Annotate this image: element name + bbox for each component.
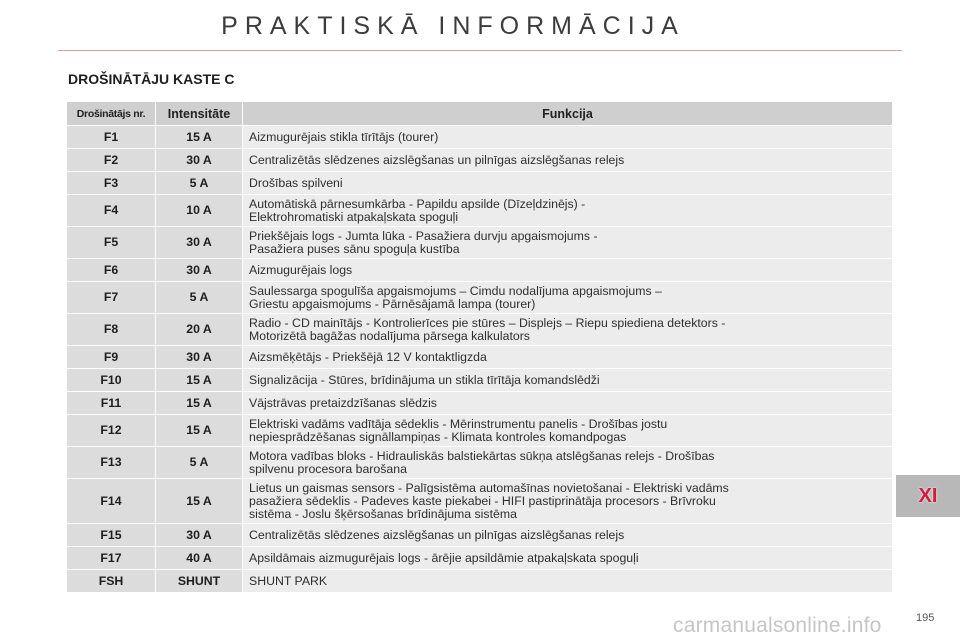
- fuse-function-line: Signalizācija - Stūres, brīdinājuma un stikla tīrītāja komandslēdži: [249, 372, 600, 387]
- fuse-function-cell: [243, 126, 893, 149]
- section-title: DROŠINĀTĀJU KASTE C: [68, 71, 235, 87]
- fuse-function-line: nepiesprādzēšanas signāllampiņas - Klimata kontroles komandpogas: [249, 429, 627, 444]
- fuse-rating-cell: 5 A: [156, 172, 243, 195]
- fuse-rating-cell: 30 A: [156, 149, 243, 172]
- fuse-table-body: [67, 126, 893, 593]
- table-header-row: [67, 102, 893, 126]
- fuse-number-cell: FSH: [67, 570, 156, 593]
- fuse-rating-cell: 30 A: [156, 259, 243, 282]
- table-row: [67, 346, 893, 369]
- fuse-function-cell: [243, 314, 893, 346]
- table-row: [67, 126, 893, 149]
- fuse-function-line: Elektrohromatiski atpakaļskata spoguļi: [249, 209, 459, 224]
- fuse-number-cell: F3: [67, 172, 156, 195]
- fuse-function-cell: [243, 227, 893, 259]
- fuse-rating-cell: 20 A: [156, 314, 243, 346]
- fuse-number-cell: F13: [67, 447, 156, 479]
- fuse-function-line: Lietus un gaismas sensors - Palīgsistēma automašīnas novietošanai - Elektriski vadāms: [249, 480, 729, 495]
- fuse-number-cell: F8: [67, 314, 156, 346]
- fuse-number-cell: F9: [67, 346, 156, 369]
- fuse-function-line: Centralizētās slēdzenes aizslēgšanas un pilnīgas aizslēgšanas relejs: [249, 527, 625, 542]
- table-row: [67, 447, 893, 479]
- fuse-function-line: sistēma - Joslu šķērsošanas brīdinājuma sistēma: [249, 506, 517, 521]
- fuse-function-cell: [243, 392, 893, 415]
- fuse-rating-cell: 15 A: [156, 392, 243, 415]
- fuse-function-line: SHUNT PARK: [249, 573, 328, 588]
- table-row: [67, 369, 893, 392]
- fuse-rating-cell: 15 A: [156, 479, 243, 524]
- fuse-function-cell: [243, 195, 893, 227]
- table-row: [67, 392, 893, 415]
- fuse-function-cell: [243, 524, 893, 547]
- fuse-number-cell: F15: [67, 524, 156, 547]
- fuse-function-cell: [243, 369, 893, 392]
- fuse-number-cell: F6: [67, 259, 156, 282]
- fuse-function-line: Pasažiera puses sānu spoguļa kustība: [249, 241, 460, 256]
- table-row: [67, 547, 893, 570]
- fuse-number-cell: F12: [67, 415, 156, 447]
- fuse-function-cell: [243, 415, 893, 447]
- column-header-rating: Intensitāte: [156, 102, 243, 126]
- fuse-rating-cell: 15 A: [156, 369, 243, 392]
- title-divider: [58, 50, 902, 51]
- column-header-number: Drošinātājs nr.: [67, 102, 156, 126]
- fuse-function-line: Aizmugurējais stikla tīrītājs (tourer): [249, 129, 439, 144]
- fuse-rating-cell: 15 A: [156, 126, 243, 149]
- column-header-function: Funkcija: [243, 102, 893, 126]
- fuse-function-line: Aizmugurējais logs: [249, 262, 353, 277]
- fuse-number-cell: F4: [67, 195, 156, 227]
- fuse-function-line: Automātiskā pārnesumkārba - Papildu apsilde (Dīzeļdzinējs) -: [249, 196, 586, 211]
- table-row: [67, 172, 893, 195]
- page-title: PRAKTISKĀ INFORMĀCIJA: [221, 12, 685, 40]
- fuse-function-line: pasažiera sēdeklis - Padeves kaste piekabei - HIFI pastiprinātāja procesors - Brīvroku: [249, 493, 716, 508]
- fuse-number-cell: F11: [67, 392, 156, 415]
- fuse-rating-cell: 40 A: [156, 547, 243, 570]
- table-row: [67, 415, 893, 447]
- table-row: [67, 314, 893, 346]
- fuse-number-cell: F17: [67, 547, 156, 570]
- fuse-function-line: Centralizētās slēdzenes aizslēgšanas un pilnīgas aizslēgšanas relejs: [249, 152, 625, 167]
- fuse-rating-cell: 30 A: [156, 346, 243, 369]
- fuse-rating-cell: 5 A: [156, 447, 243, 479]
- fuse-rating-cell: 10 A: [156, 195, 243, 227]
- table-row: [67, 479, 893, 524]
- fuse-function-cell: [243, 282, 893, 314]
- fuse-function-cell: [243, 447, 893, 479]
- fuse-function-line: Elektriski vadāms vadītāja sēdeklis - Mērinstrumentu panelis - Drošības jostu: [249, 416, 668, 431]
- fuse-function-cell: [243, 479, 893, 524]
- fuse-function-cell: [243, 346, 893, 369]
- watermark: carmanualsonline.info: [673, 614, 882, 637]
- table-row: [67, 570, 893, 593]
- fuse-number-cell: F14: [67, 479, 156, 524]
- fuse-function-line: Saulessarga spogulīša apgaismojums – Cimdu nodalījuma apgaismojums –: [249, 283, 662, 298]
- fuse-function-line: spilvenu procesora barošana: [249, 461, 407, 476]
- fuse-function-cell: [243, 570, 893, 593]
- fuse-rating-cell: 15 A: [156, 415, 243, 447]
- fuse-function-cell: [243, 149, 893, 172]
- fuse-rating-cell: SHUNT: [156, 570, 243, 593]
- fuse-number-cell: F10: [67, 369, 156, 392]
- fuse-table: [66, 101, 893, 593]
- fuse-function-cell: [243, 172, 893, 195]
- fuse-number-cell: F2: [67, 149, 156, 172]
- fuse-function-line: Apsildāmais aizmugurējais logs - ārējie apsildāmie atpakaļskata spoguļi: [249, 550, 639, 565]
- fuse-function-line: Motora vadības bloks - Hidrauliskās balstiekārtas sūkņa atslēgšanas relejs - Drošības: [249, 448, 715, 463]
- page-number: 195: [916, 612, 935, 624]
- table-row: [67, 227, 893, 259]
- table-row: [67, 282, 893, 314]
- fuse-rating-cell: 30 A: [156, 227, 243, 259]
- fuse-function-line: Priekšējais logs - Jumta lūka - Pasažiera durvju apgaismojums -: [249, 228, 598, 243]
- table-row: [67, 524, 893, 547]
- table-row: [67, 259, 893, 282]
- fuse-rating-cell: 30 A: [156, 524, 243, 547]
- fuse-function-line: Radio - CD mainītājs - Kontrolierīces pie stūres – Displejs – Riepu spiediena detektors -: [249, 315, 726, 330]
- fuse-function-cell: [243, 259, 893, 282]
- fuse-number-cell: F7: [67, 282, 156, 314]
- fuse-function-cell: [243, 547, 893, 570]
- fuse-function-line: Vājstrāvas pretaizdzīšanas slēdzis: [249, 395, 437, 410]
- fuse-function-line: Drošības spilveni: [249, 175, 343, 190]
- chapter-tab: [896, 475, 960, 517]
- fuse-rating-cell: 5 A: [156, 282, 243, 314]
- fuse-function-line: Aizsmēķētājs - Priekšējā 12 V kontaktligzda: [249, 349, 487, 364]
- fuse-function-line: Motorizētā bagāžas nodalījuma pārsega kalkulators: [249, 328, 530, 343]
- table-row: [67, 149, 893, 172]
- chapter-tab-label: XI: [918, 484, 938, 507]
- fuse-number-cell: F1: [67, 126, 156, 149]
- table-row: [67, 195, 893, 227]
- fuse-function-line: Griestu apgaismojums - Pārnēsājamā lampa (tourer): [249, 296, 536, 311]
- fuse-number-cell: F5: [67, 227, 156, 259]
